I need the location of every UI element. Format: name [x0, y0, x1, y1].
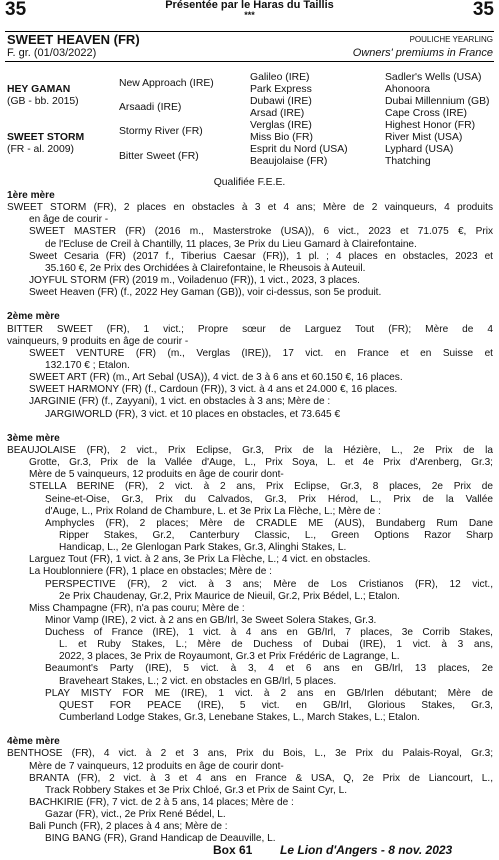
qualification-note: Qualifiée F.E.E. [213, 177, 286, 188]
sire-dam: Arsaadi (IRE) [119, 102, 182, 113]
record-line [7, 299, 493, 311]
record-line: La Houblonniere (FR), 1 place en obstacles; Mère de : [29, 566, 272, 578]
gen4-7: Lyphard (USA) [385, 144, 454, 155]
record-line: SWEET HARMONY (FR) (f., Cardoun (FR)), 3 vict. à 4 ans et 24.000 €, 16 places. [29, 384, 398, 396]
gen4-1: Sadler's Wells (USA) [385, 72, 482, 83]
gen3-4: Arsad (IRE) [250, 108, 305, 119]
record-line: Sweet Cesaria (FR) (2017 f., Tiberius Caesar (FR)), 1 pl. ; 4 places en obstacles, 2023 et [29, 250, 493, 262]
record-line: STELLA BERINE (FR), 2 vict. à 2 ans, Prix Eclipse, Gr.3, 8 places, 2e Prix de [29, 481, 493, 493]
owners-premiums: Owners' premiums in France [352, 47, 493, 59]
dam-section-title: 1ère mère [7, 190, 55, 201]
record-line: Larguez Tout (FR), 1 vict. à 2 ans, 3e Prix La Flèche, L.; 4 vict. en obstacles. [29, 554, 371, 566]
stars-mark: *** [244, 10, 255, 20]
record-line: BITTER SWEET (FR), 1 vict.; Propre sœur de Larguez Tout (FR); Mère de 4 [7, 323, 493, 335]
gen3-3: Dubawi (IRE) [250, 96, 312, 107]
gen3-6: Miss Bio (FR) [250, 132, 313, 143]
horse-category: POULICHE YEARLING [409, 35, 493, 44]
record-line: BEAUJOLAISE (FR), 2 vict., Prix Eclipse, Gr.3, Prix de la Hézière, L., 2e Prix de la [7, 444, 493, 456]
record-line: PLAY MISTY FOR ME (IRE), 1 vict. à 2 ans en GB/Irlen débutant; Mère de [45, 687, 493, 699]
record-line: SWEET ART (FR) (m., Art Sebal (USA)), 4 vict. de 3 à 6 ans et 60.150 €, 16 places. [29, 372, 403, 384]
record-line: Cumberland Lodge Stakes, Gr.3, Lenebane Stakes, L., March Stakes, L.; Etalon. [59, 712, 420, 724]
record-line: BENTHOSE (FR), 4 vict. à 2 et 3 ans, Prix du Bois, L., 3e Prix du Palais-Royal, Gr.3; [7, 748, 493, 760]
sire-details: (GB - bb. 2015) [7, 96, 79, 107]
record-line: Mère de 7 vainqueurs, 12 produits en âge de courir dont- [29, 760, 284, 772]
lot-number-left: 35 [5, 0, 27, 20]
record-line: JARGIWORLD (FR), 3 vict. et 10 places en obstacles, et 73.645 € [45, 408, 341, 420]
gen4-5: Highest Honor (FR) [385, 120, 476, 131]
record-line: 2e Prix Chaudenay, Gr.2, Prix Maurice de Nieuil, Gr.2, Prix Bédel, L.; Etalon. [59, 590, 400, 602]
record-line: 35.160 €, 2e Prix des Orchidées à Clairefontaine, le Rheusois à Auteuil. [45, 262, 366, 274]
record-line: SWEET VENTURE (FR) (m., Verglas (IRE)), 17 vict. en France et en Suisse et [29, 347, 493, 359]
gen3-5: Verglas (IRE) [250, 120, 312, 131]
gen4-4: Cape Cross (IRE) [385, 108, 467, 119]
record-line: PERSPECTIVE (FR), 2 vict. à 3 ans; Mère de Los Cristianos (FR), 12 vict., [45, 578, 493, 590]
record-line: Ripper Stakes, Gr.2, Canterbury Classic, L., Green Options Razor Sharp [59, 529, 493, 541]
dam-name: SWEET STORM [7, 132, 85, 143]
record-line: JARGINIE (FR) (f., Zayyani), 1 vict. en obstacles à 3 ans; Mère de : [29, 396, 331, 408]
gen3-8: Beaujolaise (FR) [250, 156, 328, 167]
record-line: Braveheart Stakes, L.; 2 vict. en obstacles en GB/Irl, 5 places. [59, 675, 337, 687]
record-line: Grotte, Gr.3, Prix de la Vallée d'Auge, L., Prix Soya, L. et 4e Prix d'Arenberg, Gr.3; [29, 457, 493, 469]
dam-dam: Bitter Sweet (FR) [119, 151, 199, 162]
record-line: QUEST FOR PEACE (IRE), 5 vict. en GB/Irl, Glorious Stakes, Gr.3, [59, 699, 493, 711]
box-number: Box 61 [213, 843, 253, 857]
gen4-2: Ahonoora [385, 84, 431, 95]
dam-section-title: 4ème mère [7, 736, 60, 748]
record-line: Minor Vamp (IRE), 2 vict. à 2 ans en GB/Irl, 3e Sweet Solera Stakes, Gr.3. [45, 614, 377, 626]
record-line: BACHKIRIE (FR), 7 vict. de 2 à 5 ans, 14 places; Mère de : [29, 797, 294, 809]
record-line: 2022, 3 places, 3e Prix de Royaumont, Gr.3 et Prix Frédéric de Lagrange, L. [59, 651, 400, 663]
record-line: Handicap, L., 2e Glenlogan Park Stakes, Gr.3, Alinghi Stakes, L. [59, 542, 347, 554]
gen3-1: Galileo (IRE) [250, 72, 310, 83]
record-line: Seine-et-Oise, Gr.3, Prix du Calvados, Gr.3, Prix Hérod, L., Prix de la Vallée [45, 493, 493, 505]
presented-by: Présentée par le Haras du Taillis [165, 0, 334, 11]
header-rule-bottom [5, 61, 494, 62]
dam-details: (FR - al. 2009) [7, 144, 74, 155]
record-line: BRANTA (FR), 2 vict. à 3 et 4 ans en France & USA, Q, 2e Prix de Liancourt, L., [29, 772, 493, 784]
record-line: SWEET STORM (FR), 2 places en obstacles à 3 et 4 ans; Mère de 2 vainqueurs, 4 produits [7, 202, 493, 214]
gen3-7: Esprit du Nord (USA) [250, 144, 348, 155]
record-line: Miss Champagne (FR), n'a pas couru; Mère de : [29, 602, 245, 614]
gen4-6: River Mist (USA) [385, 132, 463, 143]
lot-number-right: 35 [472, 0, 494, 20]
record-line: Amphycles (FR), 2 places; Mère de CRADLE ME (AUS), Bundaberg Rum Dane [45, 517, 493, 529]
gen3-2: Park Express [250, 84, 312, 95]
record-line: en âge de courir - [29, 214, 109, 226]
record-line: BING BANG (FR), Grand Handicap de Deauville, L. [45, 833, 276, 845]
record-line: Sweet Heaven (FR) (f., 2022 Hey Gaman (GB)), voir ci-dessus, son 5e produit. [29, 287, 382, 299]
record-line: Track Robbery Stakes et 3e Prix Chloé, Gr.3 et Prix de Saint Cyr, L. [45, 784, 348, 796]
record-line: vainqueurs, 9 produits en âge de courir - [7, 335, 189, 347]
sire-sire: New Approach (IRE) [119, 78, 214, 89]
record-line: JOYFUL STORM (FR) (2019 m., Voiladenuo (FR)), 1 vict., 2023, 3 places. [29, 274, 360, 286]
record-line: SWEET MASTER (FR) (2016 m., Masterstroke (USA)), 6 vict., 2023 et 71.075 €, Prix [29, 226, 493, 238]
record-line [7, 724, 493, 736]
record-line: 132.170 € ; Etalon. [45, 359, 130, 371]
record-line: Duchess of France (IRE), 1 vict. à 4 ans en GB/Irl, 7 places, 3e Corrib Stakes, [45, 627, 493, 639]
record-line [7, 421, 493, 433]
dam-sire: Stormy River (FR) [119, 126, 203, 137]
record-line: Beaumont's Party (IRE), 5 vict. à 3, 4 et 6 ans en GB/Irl, 13 places, 2e [45, 663, 493, 675]
sale-info: Le Lion d'Angers - 8 nov. 2023 [280, 843, 453, 857]
gen4-3: Dubai Millennium (GB) [385, 96, 490, 107]
record-line: d'Auge, L., Prix Roland de Chambure, L. et 3e Prix La Flèche, L.; Mère de : [45, 505, 381, 517]
record-line: Gazar (FR), vict., 2e Prix René Bédel, L. [45, 809, 226, 821]
record-line: L. et Ruby Stakes, L.; Mère de Duchess of Dubai (IRE), 1 vict. à 3 ans, [59, 639, 493, 651]
record-line: de l'Ecluse de Creil à Chantilly, 11 places, 3e Prix du Lieu Gamard à Clairefontaine. [45, 238, 417, 250]
produce-record [7, 190, 493, 846]
dam-section-title: 2ème mère [7, 311, 60, 323]
horse-name: SWEET HEAVEN (FR) [7, 32, 140, 47]
horse-details: F. gr. (01/03/2022) [7, 47, 97, 59]
gen4-8: Thatching [385, 156, 431, 167]
sire-name: HEY GAMAN [7, 84, 71, 95]
record-line: Mère de 5 vainqueurs, 12 produits en âge de courir dont- [29, 469, 284, 481]
record-line: Bali Punch (FR), 2 places à 4 ans; Mère de : [29, 821, 228, 833]
dam-section-title: 3ème mère [7, 432, 60, 444]
